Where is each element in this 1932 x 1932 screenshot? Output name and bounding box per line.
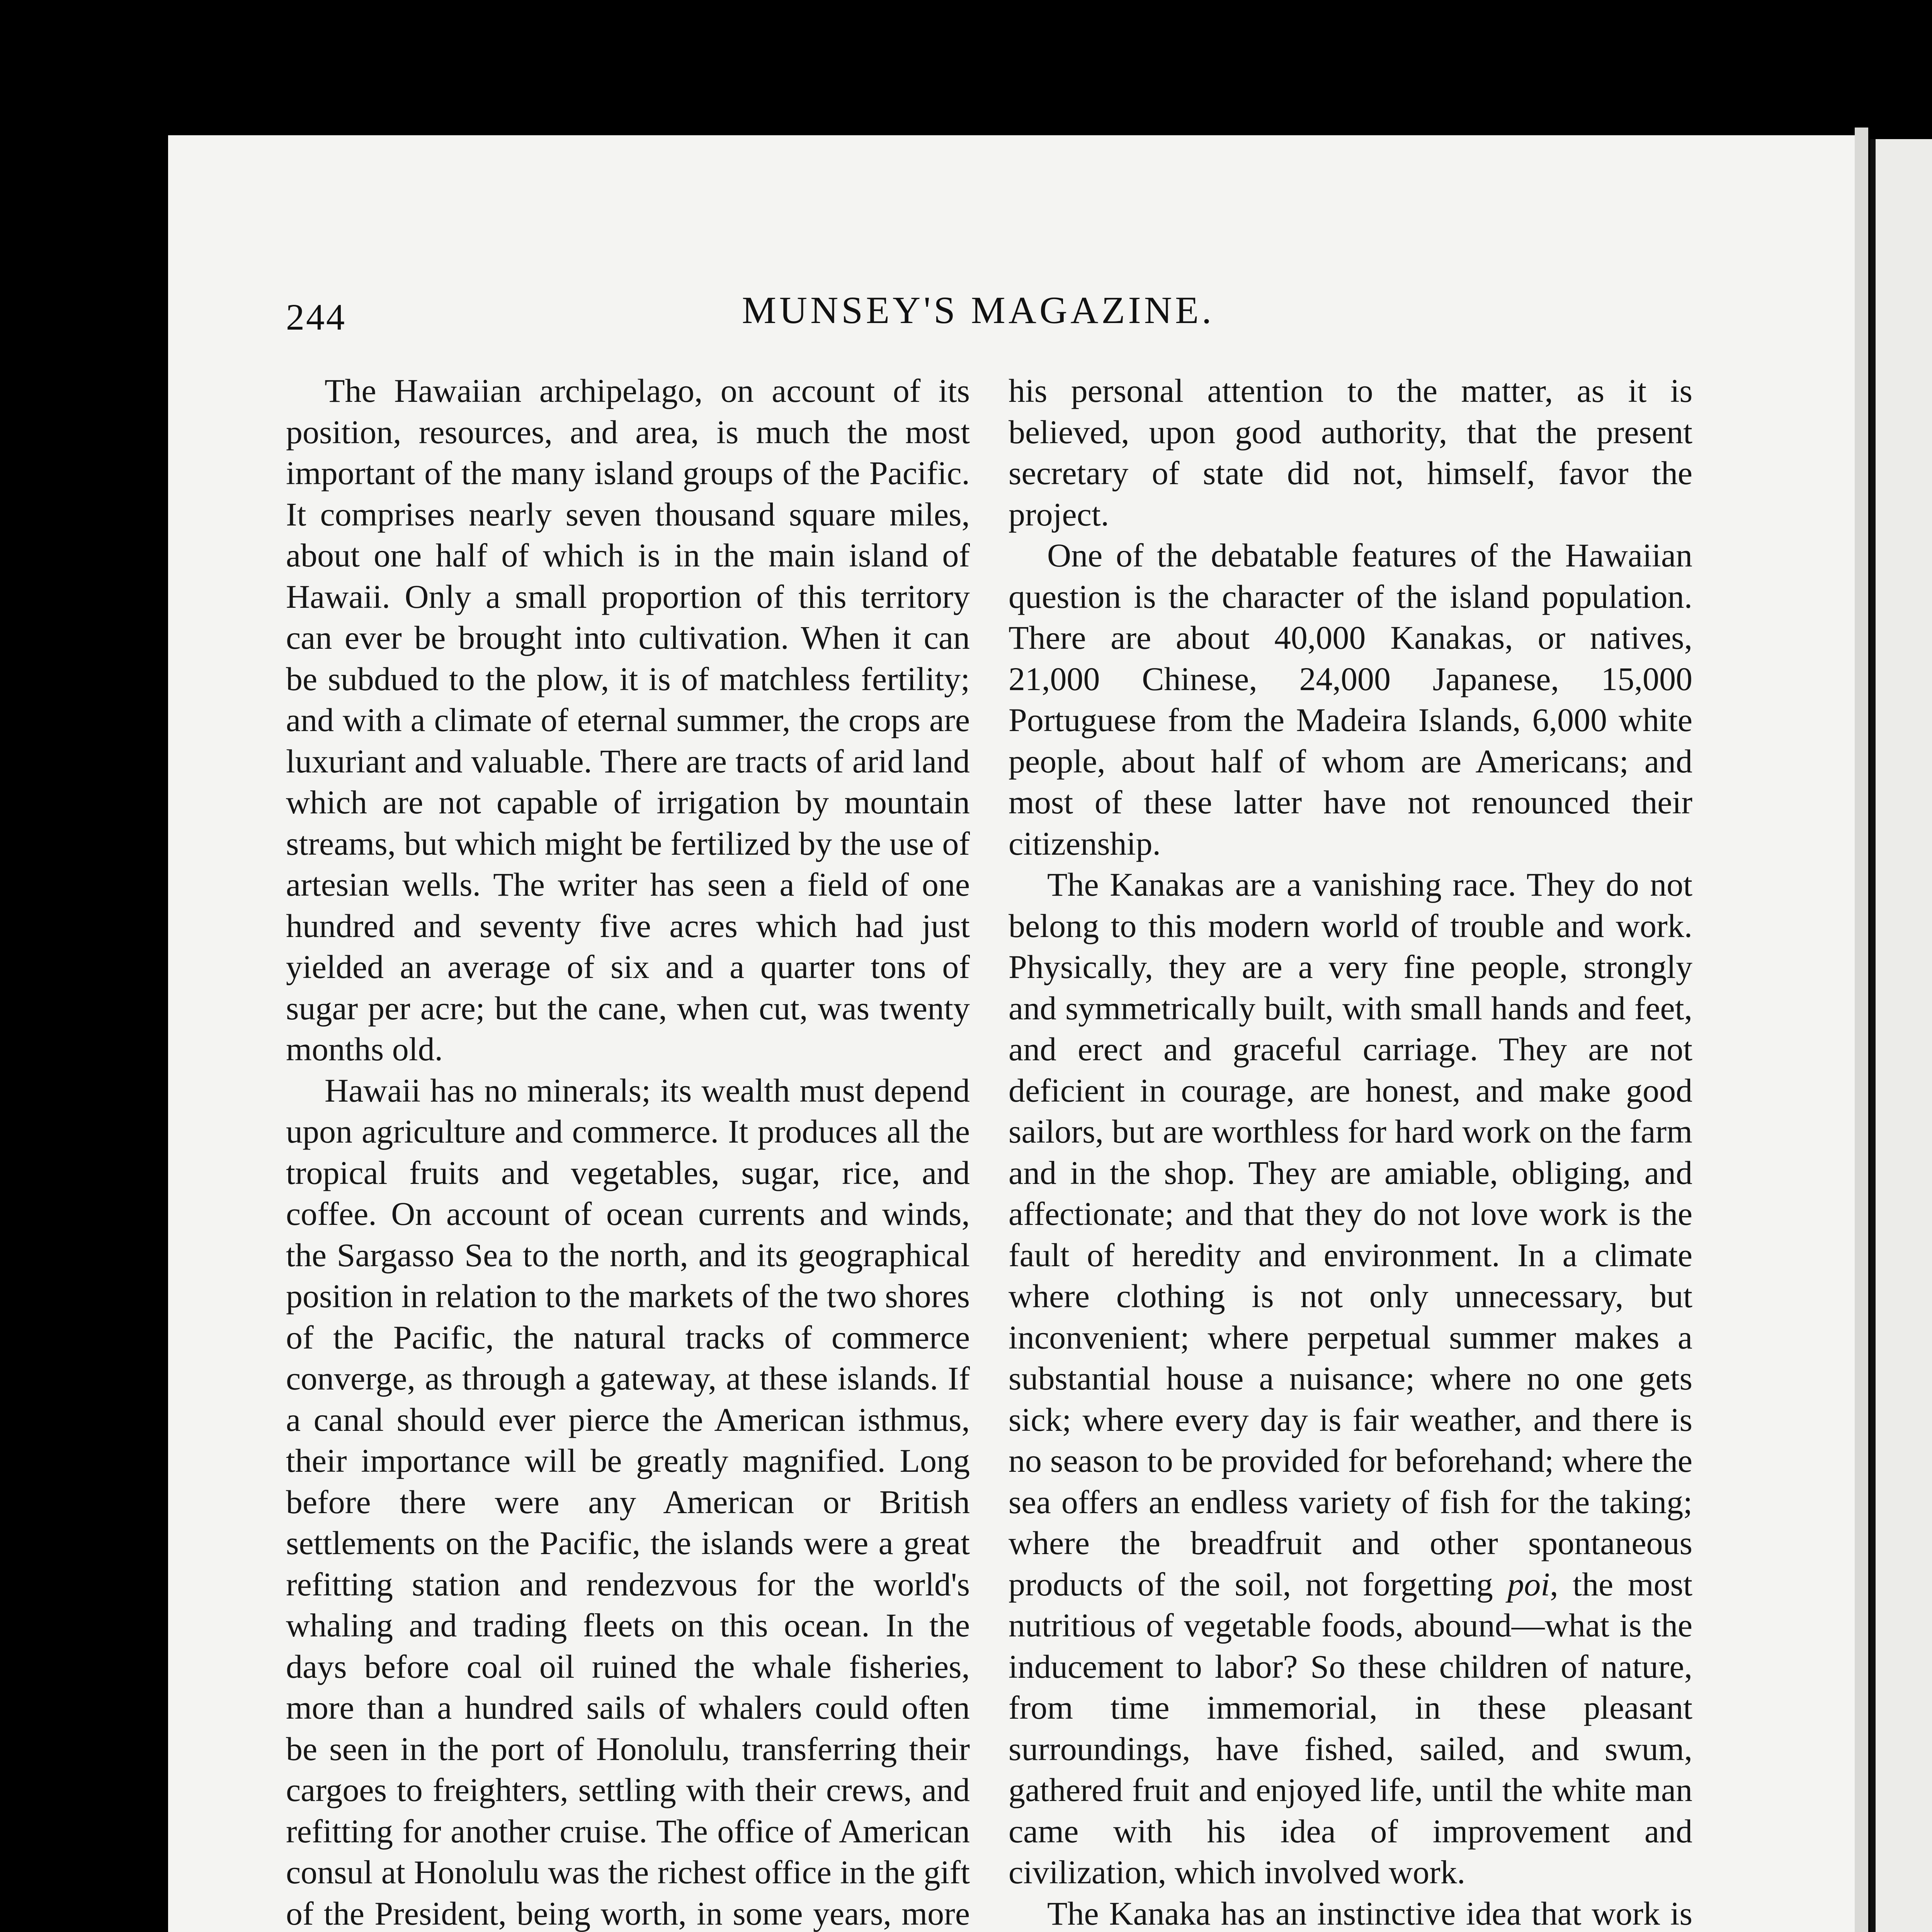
paragraph-text: , the most nutritious of vegetable foods, abound—what is the inducement to labor? So these children of nature, from time immemorial, in these pleasant surroundings, have fished, sailed, and swum, gathered fruit and enjoyed life, until the white man came with his idea of improvement and civilization, which involved work. xyxy=(1009,1565,1692,1891)
italic-word-poi: poi xyxy=(1507,1565,1550,1603)
paragraph: The Hawaiian archipelago, on account of its position, resources, and area, is much the most important of the many island groups of the Pacific. It comprises nearly seven thousand square miles, about one half of which is in the main island of Hawaii. Only a small proportion of this territory can ever be brought into cultivation. When it can be subdued to the plow, it is of matchless fertility; and with a climate of eternal summer, the crops are luxuriant and valuable. There are tracts of arid land which are not capable of irrigation by mountain streams, but which might be fertilized by the use of artesian wells. The writer has seen a field of one hundred and seventy five acres which had just yielded an average of six and a quarter tons of sugar per acre; but the cane, when cut, was twenty months old. xyxy=(286,372,970,1068)
paragraph: Hawaii has no minerals; its wealth must depend upon agriculture and commerce. It produces all the tropical fruits and vegetables, sugar, rice, and coffee. On account of ocean currents and winds, the Sargasso Sea to the north, and its geographical position in relation to the markets of the two shores of the Pacific, the natural tracks of commerce converge, as through a gateway, at these islands. If a canal should ever pierce the American isthmus, their importance will be greatly magnified. Long before there were any American or British settlements on the Pacific, the islands were a great refitting station and rendezvous for the world's whaling and trading fleets on this ocean. In the days before coal oil ruined the whale fisheries, more than a hundred sails of whalers could often be seen in the port of Honolulu, transferring their cargoes to freighters, settling with their crews, and refitting for another cruise. The office of American consul at Honolulu was the richest office in the gift of the President, being worth, in some years, more xyxy=(286,1071,970,1932)
page-number: 244 xyxy=(286,296,346,338)
paragraph-text: The Kanakas are a vanishing race. They do not belong to this modern world of trouble and work. Physically, they are a very fine people, strongly and symmetrically built, with small hands and feet, and erect and graceful carriage. They are not deficient in courage, are honest, and make good sailors, but are worthless for hard work on the farm and in the shop. They are amiable, obliging, and affectionate; and that they do not love work is the fault of heredity and environment. In a climate where clothing is not only unnecessary, but inconvenient; where perpetual summer makes a substantial house a nuisance; where no one gets sick; where every day is fair weather, and there is no season to be provided for beforehand; where the sea offers an endless variety of fish for the taking; where the breadfruit and other spontaneous products of the soil, not forgetting xyxy=(1009,866,1692,1603)
paragraph xyxy=(1009,864,1692,1893)
right-column xyxy=(1009,370,1692,1932)
left-column xyxy=(286,370,970,1932)
paragraph: One of the debatable features of the Hawaiian question is the character of the island population. There are about 40,000 Kanakas, or natives, 21,000 Chinese, 24,000 Japanese, 15,000 Portuguese from the Madeira Islands, 6,000 white people, about half of whom are Americans; and most of these latter have not renounced their citizenship. xyxy=(1009,537,1692,862)
page-header xyxy=(286,288,1275,342)
adjacent-page-edge xyxy=(1870,139,1932,1932)
paragraph: The Kanaka has an instinctive idea that work is xyxy=(1047,1895,1692,1932)
running-head: MUNSEY'S MAGAZINE. xyxy=(742,289,1215,332)
page-gutter-edge xyxy=(1855,128,1868,1932)
paragraph: his personal attention to the matter, as it is believed, upon good authority, that the present secretary of state did not, himself, favor the project. xyxy=(1009,372,1692,533)
